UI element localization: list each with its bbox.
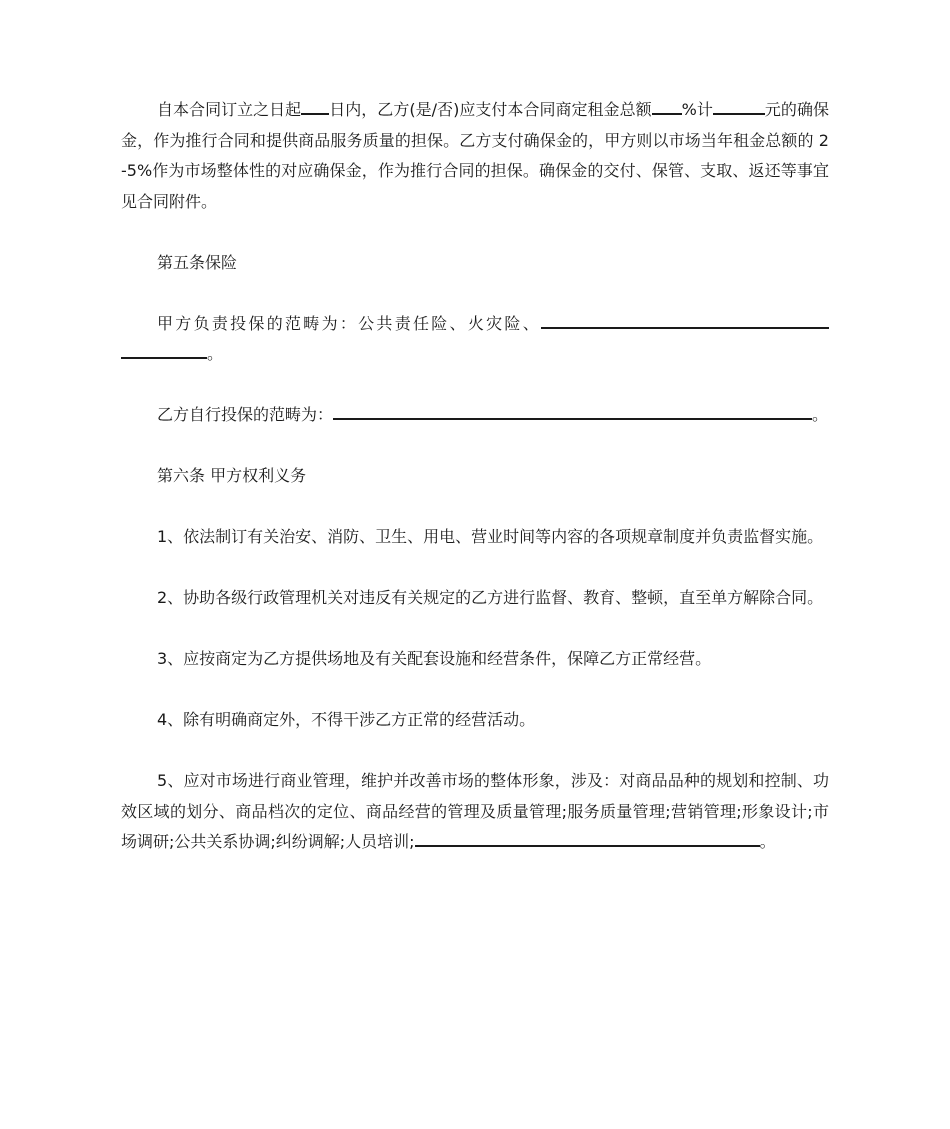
deposit-paragraph [121,95,829,217]
deposit-text-1: 自本合同订立之日起 [157,100,302,119]
deposit-text-3: %计 [681,100,713,119]
percent-blank[interactable] [652,95,682,115]
article-5-title: 第五条保险 [157,252,238,272]
management-blank-continued[interactable] [620,827,760,847]
party-a-insurance-blank-continued[interactable] [121,339,207,359]
list-item-4: 4、除有明确商定外，不得干涉乙方正常的经营活动。 [157,710,536,729]
party-b-insurance-blank-continued[interactable] [803,400,812,420]
party-b-insurance-blank[interactable] [333,400,803,420]
list-item-2: 2、协助各级行政管理机关对违反有关规定的乙方进行监督、教育、整顿，直至单方解除合同。 [157,588,824,607]
document-page [121,95,829,888]
amount-blank-continued[interactable] [749,95,765,115]
amount-blank[interactable] [713,95,749,115]
party-a-insurance-text: 甲方负责投保的范畴为：公共责任险、火灾险、 [157,313,541,333]
list-item-5-text: 5、应对市场进行商业管理，维护并改善市场的整体形象，涉及：对商品品种的规划和控制、功效区域的划分、商品档次的定位、商品经营的管理及质量管理;服务质量管理;营销管理;形象设计;市场调研;公共关系协调;纠纷调解;人员培训; [121,771,829,851]
party-a-insurance-paragraph [121,309,829,370]
list-item-1: 1、依法制订有关治安、消防、卫生、用电、营业时间等内容的各项规章制度并负责监督实施。 [157,527,824,546]
deposit-text-4: 元的确保金，作为推行合同和提供商品服务质量的担保。乙方支付确保金的，甲方则以市场当年租金总额的 2-5%作为市场整体性的对应确保金，作为推行合同的担保。确保金的交付、保管、支取、返还等事宜见合同附件。 [121,100,829,211]
party-b-insurance-text: 乙方自行投保的范畴为： [157,405,334,424]
party-a-insurance-blank[interactable] [541,309,829,329]
list-item-3: 3、应按商定为乙方提供场地及有关配套设施和经营条件，保障乙方正常经营。 [157,649,712,668]
party-b-insurance-paragraph [121,400,829,431]
article-6-title: 第六条 甲方权利义务 [157,466,307,485]
deposit-text-2: 日内，乙方(是/否)应支付本合同商定租金总额 [329,100,652,119]
management-blank[interactable] [415,827,620,847]
party-b-insurance-end: 。 [812,405,829,424]
days-blank[interactable] [301,95,329,115]
list-item-5 [121,766,829,858]
party-a-insurance-end: 。 [207,344,224,363]
list-item-5-end: 。 [759,832,776,851]
